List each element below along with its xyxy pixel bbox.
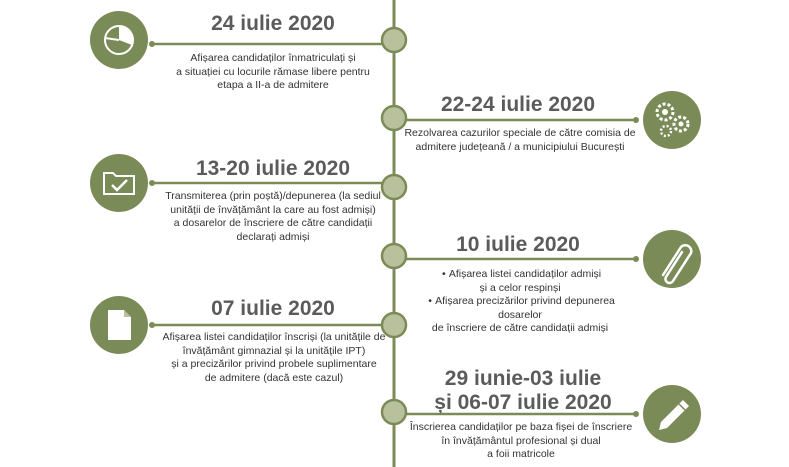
description-line: a foii matricole (487, 448, 555, 460)
description-line: declarați admiși (236, 230, 310, 243)
bullet-text: Afișarea precizărilor privind depunerea dosarelor (435, 295, 615, 321)
event-date: 24 iulie 2020 (211, 12, 335, 35)
timeline-node-dot (149, 180, 155, 186)
event-date: 07 iulie 2020 (211, 297, 335, 320)
event-description (160, 52, 386, 93)
description-line: și a precizărilor privind probele suplimentare (171, 358, 377, 370)
event-description (158, 331, 390, 385)
event-date: 13-20 iulie 2020 (195, 157, 351, 180)
pie-chart-icon (90, 11, 148, 69)
description-line: Rezolvarea cazurilor speciale de către comisia de (404, 127, 636, 139)
event-date: 10 iulie 2020 (456, 233, 580, 256)
description-line: etapa a II-a de admitere (217, 79, 329, 91)
description-line: unității de învățământ la care au fost admiși) (170, 203, 376, 216)
bullet-item-continuation (402, 322, 638, 336)
description-line: Afișarea candidaților înmatriculați și (190, 52, 356, 64)
timeline-node (382, 28, 406, 52)
description-line: a dosarelor de înscriere de către candidații (173, 217, 373, 229)
bullet-item (402, 295, 638, 322)
timeline-node (382, 244, 406, 268)
timeline-node (382, 106, 406, 130)
pen-icon (643, 385, 701, 443)
description-line: admitere județeană / a municipiului București (415, 140, 625, 153)
event-description (404, 127, 636, 154)
event-description (404, 421, 638, 462)
bullet-icon: • (441, 268, 446, 280)
event-date-line: 29 iunie-03 iulie (444, 367, 602, 390)
paperclip-icon (643, 230, 701, 288)
bullet-item (402, 268, 638, 282)
description-line: Înscrierea candidaților pe baza fișei de înscriere (409, 421, 633, 433)
timeline-node-dot (633, 117, 639, 123)
description-bullets (402, 268, 638, 336)
description-line: a situației cu locurile rămase libere pentru (176, 65, 370, 78)
timeline-node-dot (633, 411, 639, 417)
event-date (418, 367, 628, 415)
bullet-item-continuation (402, 282, 638, 296)
description-line: învățământ gimnazial și la unitățile IPT) (182, 344, 366, 357)
gears-icon (643, 91, 701, 149)
description-line: Transmiterea (prin poștă)/depunerea (la sediul (165, 190, 381, 202)
event-description (402, 268, 638, 336)
timeline-node-dot (149, 41, 155, 47)
bullet-text: și a celor respinși (479, 281, 561, 294)
timeline-node (382, 400, 406, 424)
timeline-node-dot (149, 322, 155, 328)
description-line: în învățământul profesional și dual (441, 434, 601, 447)
bullet-text: Afișarea listei candidaților admiși (448, 268, 602, 280)
event-date: 22-24 iulie 2020 (440, 93, 596, 116)
description-line: Afișarea listei candidaților înscriși (la unitățile de (162, 331, 386, 343)
folder-check-icon (90, 154, 148, 212)
timeline-node-dot (633, 256, 639, 262)
description-line: de admitere (dacă este cazul) (204, 371, 344, 384)
bullet-text: de înscriere de către candidații admiși (431, 322, 609, 334)
event-date-line: și 06-07 iulie 2020 (434, 391, 612, 414)
bullet-icon: • (428, 295, 432, 307)
event-description (158, 190, 388, 244)
document-icon (90, 296, 148, 354)
